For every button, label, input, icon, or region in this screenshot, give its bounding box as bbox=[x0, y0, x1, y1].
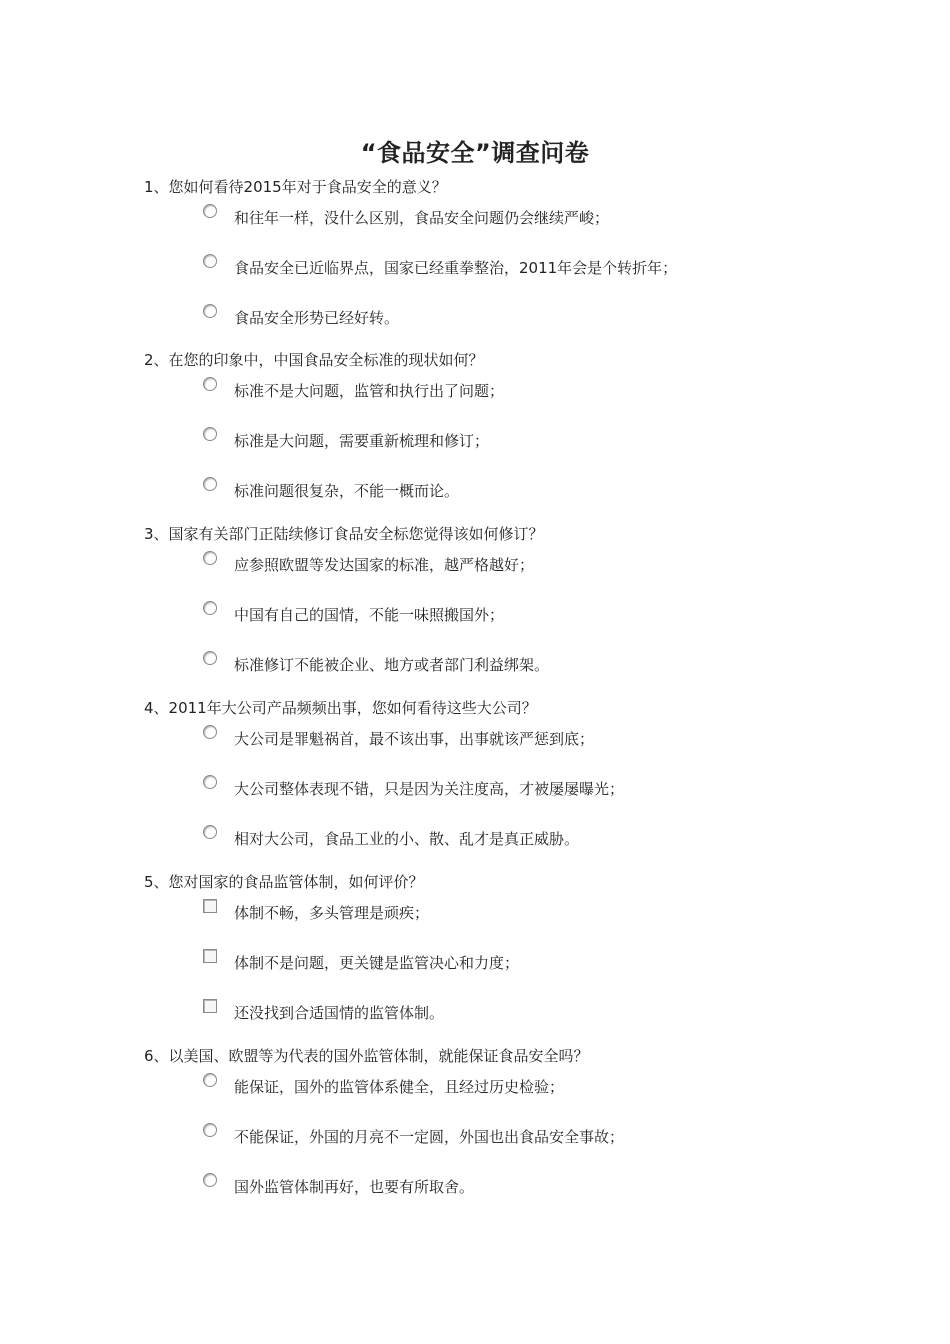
radio-button[interactable] bbox=[203, 601, 217, 615]
option-label: 中国有自己的国情，不能一味照搬国外； bbox=[234, 606, 505, 624]
option-label: 标准修订不能被企业、地方或者部门利益绑架。 bbox=[234, 656, 550, 674]
option-label: 国外监管体制再好，也要有所取舍。 bbox=[234, 1178, 475, 1196]
radio-button[interactable] bbox=[203, 825, 217, 839]
question-1-text: 1、您如何看待2015年对于食品安全的意义？ bbox=[144, 178, 447, 196]
option-label: 不能保证，外国的月亮不一定圆，外国也出食品安全事故； bbox=[234, 1128, 625, 1146]
option-label: 体制不畅，多头管理是顽疾； bbox=[234, 904, 430, 922]
radio-button[interactable] bbox=[203, 377, 217, 391]
option-label: 标准问题很复杂，不能一概而论。 bbox=[234, 482, 460, 500]
option-label: 食品安全已近临界点，国家已经重拳整治，2011年会是个转折年； bbox=[234, 259, 678, 277]
option-label: 体制不是问题，更关键是监管决心和力度； bbox=[234, 954, 520, 972]
radio-button[interactable] bbox=[203, 427, 217, 441]
radio-button[interactable] bbox=[203, 551, 217, 565]
option-label: 大公司是罪魁祸首，最不该出事，出事就该严惩到底； bbox=[234, 730, 595, 748]
radio-button[interactable] bbox=[203, 1073, 217, 1087]
radio-button[interactable] bbox=[203, 304, 217, 318]
question-6-text: 6、以美国、欧盟等为代表的国外监管体制，就能保证食品安全吗？ bbox=[144, 1047, 589, 1065]
option-label: 食品安全形势已经好转。 bbox=[234, 309, 400, 327]
radio-button[interactable] bbox=[203, 725, 217, 739]
option-label: 和往年一样，没什么区别，食品安全问题仍会继续严峻； bbox=[234, 209, 610, 227]
radio-button[interactable] bbox=[203, 204, 217, 218]
option-label: 相对大公司，食品工业的小、散、乱才是真正威胁。 bbox=[234, 830, 580, 848]
radio-button[interactable] bbox=[203, 651, 217, 665]
radio-button[interactable] bbox=[203, 1123, 217, 1137]
page-title: “食品安全”调查问卷 bbox=[360, 139, 590, 167]
checkbox[interactable] bbox=[203, 999, 217, 1013]
checkbox[interactable] bbox=[203, 899, 217, 913]
radio-button[interactable] bbox=[203, 477, 217, 491]
radio-button[interactable] bbox=[203, 1173, 217, 1187]
question-3-text: 3、国家有关部门正陆续修订食品安全标您觉得该如何修订？ bbox=[144, 525, 544, 543]
question-2-text: 2、在您的印象中，中国食品安全标准的现状如何？ bbox=[144, 351, 484, 369]
question-4-text: 4、2011年大公司产品频频出事，您如何看待这些大公司？ bbox=[144, 699, 537, 717]
option-label: 大公司整体表现不错，只是因为关注度高，才被屡屡曝光； bbox=[234, 780, 625, 798]
radio-button[interactable] bbox=[203, 254, 217, 268]
option-label: 还没找到合适国情的监管体制。 bbox=[234, 1004, 445, 1022]
option-label: 应参照欧盟等发达国家的标准，越严格越好； bbox=[234, 556, 535, 574]
question-5-text: 5、您对国家的食品监管体制，如何评价？ bbox=[144, 873, 424, 891]
option-label: 能保证，国外的监管体系健全，且经过历史检验； bbox=[234, 1078, 565, 1096]
checkbox[interactable] bbox=[203, 949, 217, 963]
radio-button[interactable] bbox=[203, 775, 217, 789]
option-label: 标准不是大问题，监管和执行出了问题； bbox=[234, 382, 505, 400]
option-label: 标准是大问题，需要重新梳理和修订； bbox=[234, 432, 490, 450]
